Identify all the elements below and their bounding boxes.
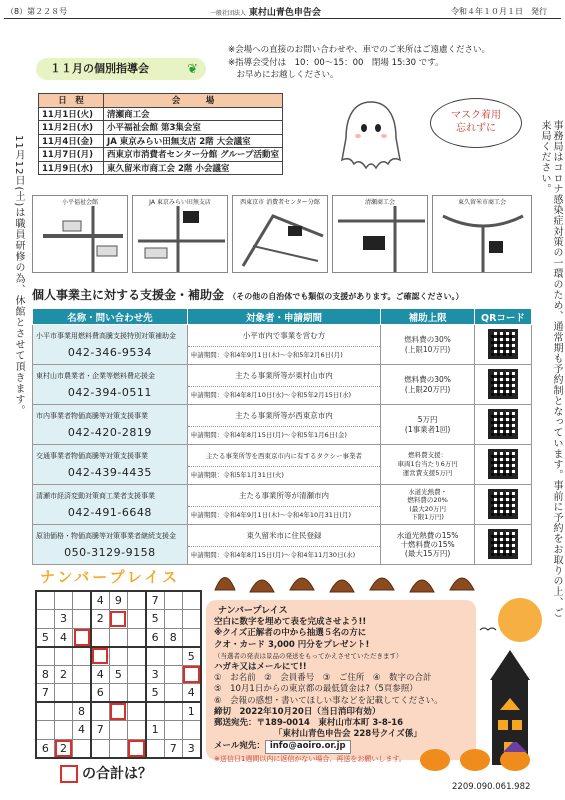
table-row: 11月4日(金) JA 東京みらい田無支店 2階 大会議室 — [39, 134, 283, 148]
table-row: 清瀬市経済変動対策商工業者支援事業 042-491-6648 主たる事業所等が清瀬市内 申請期間：令和4年9月1日(木)～令和4年10月31日(月) 水道光熱費・ 燃料費の20% (最大20万円 下限1万円) — [33, 485, 532, 525]
grid-cell[interactable] — [164, 721, 182, 740]
support-title: 個人事業主に対する支援金・補助金 （その他の自治体でも類似の支援があります。ご確認ください。） — [32, 288, 464, 302]
grid-row — [36, 739, 201, 758]
grid-cell[interactable] — [91, 647, 109, 666]
grid-cell[interactable]: 4 — [54, 628, 72, 647]
grid-cell[interactable] — [182, 665, 200, 684]
grid-cell[interactable] — [91, 628, 109, 647]
grid-cell[interactable]: 5 — [146, 610, 164, 629]
grid-cell[interactable] — [73, 739, 91, 758]
col-name: 名称・問い合わせ先 — [33, 309, 188, 325]
grid-cell[interactable] — [164, 684, 182, 703]
qr-code-icon[interactable] — [488, 449, 518, 479]
grid-cell[interactable]: 7 — [146, 591, 164, 610]
grid-cell[interactable]: 3 — [54, 610, 72, 629]
grid-cell[interactable] — [164, 702, 182, 721]
grid-cell[interactable] — [164, 591, 182, 610]
grid-row — [36, 610, 201, 629]
col-limit: 補助上限 — [381, 309, 475, 325]
grid-cell[interactable] — [109, 684, 127, 703]
map-ja-tanashi: JA 東京みらい田無支店 — [132, 195, 228, 273]
quiz-box: ナンバープレイス 空白に数字を埋めて表を完成させよう!! ※クイズ正解者の中から抽選５名の方に クオ・カード 3,000 円分をプレゼント! （当選者の発表は景品の発送をもってかえさせていただきます） ハガキ又はメールにて!! ① お名前 ② 会員番号 ③ ご住所 ④ 数字の合計 ⑤ 10月1日からの東京都の最低賃金は?（5頁参照） ⑥ 会報の感想・書いてほしい事などを記載してください。 締切 2022年10月20日（当日消印有効） 郵送宛先：〒189-0014 東村山市本町 3-8-16 「東村山青色申告会 228号クイズ係」 メール宛先： info@aoiro.or.jp ※送信日1週間以内に返信がない場合、再送をお願いします。 — [206, 600, 476, 760]
guidance-title: １１月の個別指導会 ❦ — [36, 58, 206, 80]
number-place-grid — [35, 590, 202, 759]
grid-cell[interactable]: 4 — [91, 665, 109, 684]
grid-cell[interactable] — [146, 702, 164, 721]
mask-reminder-bubble: マスク着用 忘れずに — [430, 98, 522, 148]
table-row: 11月1日(火) 清瀬商工会 — [39, 107, 283, 121]
grid-row — [36, 647, 201, 666]
grid-cell[interactable] — [182, 610, 200, 629]
grid-row — [36, 665, 201, 684]
grid-cell[interactable] — [109, 628, 127, 647]
grid-cell[interactable] — [91, 739, 109, 758]
sum-question: の合計は？ — [60, 763, 152, 783]
grid-cell[interactable] — [109, 721, 127, 740]
pumpkin-icon — [415, 742, 545, 772]
grid-cell[interactable]: 1 — [182, 702, 200, 721]
sprout-icon: ❦ — [187, 62, 198, 77]
grid-cell[interactable] — [127, 647, 145, 666]
grid-cell[interactable]: 4 — [182, 684, 200, 703]
grid-cell[interactable]: 4 — [91, 591, 109, 610]
reservation-notice: 事務局はコロナ感染症対策の一環のため、通常期も予約制となっています。事前に予約をお取りの上、ご来局ください。 — [539, 120, 562, 619]
col-venue: 会 場 — [104, 94, 283, 108]
guidance-schedule-table — [38, 93, 283, 175]
grid-cell[interactable]: 8 — [164, 628, 182, 647]
table-row: 東村山市農業者・企業等燃料費応援金 042-394-0511 主たる事業所等が東村山市内 申請期間：令和4年8月10日(水)～令和5年2月15日(水) 燃料費の30% (上限20万円) — [33, 365, 532, 405]
grid-cell[interactable] — [127, 665, 145, 684]
grid-cell[interactable] — [127, 739, 145, 758]
venue-maps — [32, 195, 532, 273]
grid-cell[interactable]: 8 — [36, 665, 54, 684]
qr-code-icon[interactable] — [488, 489, 518, 519]
grid-cell[interactable]: 5 — [146, 684, 164, 703]
grid-cell[interactable] — [127, 591, 145, 610]
grid-cell[interactable] — [36, 591, 54, 610]
grid-cell[interactable] — [36, 647, 54, 666]
chestnut-decoration — [205, 560, 505, 600]
grid-cell[interactable] — [109, 702, 127, 721]
grid-row — [36, 684, 201, 703]
grid-cell[interactable]: 5 — [182, 647, 200, 666]
grid-cell[interactable] — [54, 591, 72, 610]
grid-cell[interactable] — [182, 721, 200, 740]
ghost-illustration — [340, 98, 402, 178]
grid-cell[interactable] — [36, 610, 54, 629]
qr-code-icon[interactable] — [488, 329, 518, 359]
table-row: 11月7日(月) 西東京市消費者センター分館 グループ活動室 — [39, 148, 283, 162]
grid-cell[interactable] — [182, 591, 200, 610]
grid-cell[interactable]: 6 — [36, 739, 54, 758]
grid-cell[interactable] — [54, 721, 72, 740]
number-place-title: ナンバープレイス — [40, 568, 180, 586]
table-row: 11月9日(水) 東久留米市商工会 2階 小会議室 — [39, 161, 283, 175]
grid-cell[interactable] — [127, 684, 145, 703]
grid-cell[interactable] — [164, 647, 182, 666]
grid-cell[interactable]: 7 — [91, 721, 109, 740]
grid-cell[interactable] — [54, 702, 72, 721]
grid-cell[interactable] — [164, 665, 182, 684]
grid-cell[interactable] — [127, 628, 145, 647]
grid-cell[interactable]: 3 — [182, 739, 200, 758]
grid-cell[interactable] — [109, 610, 127, 629]
table-row: 11月2日(水) 小平福祉会館 第3集会室 — [39, 121, 283, 135]
grid-cell[interactable] — [54, 684, 72, 703]
qr-code-icon[interactable] — [488, 409, 518, 439]
grid-row — [36, 702, 201, 721]
map-kiyose: 清瀬商工会 — [332, 195, 428, 273]
support-table — [32, 308, 532, 565]
header-divider — [4, 18, 561, 19]
grid-cell[interactable] — [164, 610, 182, 629]
grid-cell[interactable] — [146, 739, 164, 758]
quiz-email[interactable]: info@aoiro.or.jp — [265, 740, 351, 753]
grid-cell[interactable] — [127, 702, 145, 721]
grid-cell[interactable] — [109, 739, 127, 758]
quiz-title: ナンバープレイス — [218, 606, 288, 616]
grid-cell[interactable]: 1 — [146, 721, 164, 740]
grid-cell[interactable]: 7 — [164, 739, 182, 758]
grid-cell[interactable]: 5 — [109, 665, 127, 684]
col-qr: QRコード — [474, 309, 531, 325]
grid-cell[interactable] — [91, 702, 109, 721]
grid-cell[interactable]: 7 — [36, 684, 54, 703]
table-row: 原油価格・物価高騰等対策事業者継続支援金 050-3129-9158 東久留米市に住民登録 申請期間：令和4年8月15日(月)～令和4年11月30日(水) 水道光熱費の15% 十燃料費の15% (最大15万円) — [33, 525, 532, 565]
publisher: 一般社団法人 東村山青色申告会 — [210, 8, 321, 18]
grid-row — [36, 628, 201, 647]
guidance-notice: ※会場への直接のお問い合わせや、車でのご来所はご遠慮ください。 ※指導会受付は 10：00～15：00 閉場 15:30 です。 お早めにお越しください。 — [228, 45, 490, 80]
qr-code-icon[interactable] — [488, 369, 518, 399]
grid-cell[interactable] — [54, 647, 72, 666]
grid-cell[interactable]: 6 — [146, 628, 164, 647]
issue-number: （8）第２２８号 — [6, 7, 68, 16]
grid-cell[interactable] — [127, 721, 145, 740]
grid-cell[interactable] — [36, 702, 54, 721]
grid-cell[interactable] — [109, 647, 127, 666]
grid-cell[interactable]: 2 — [54, 739, 72, 758]
table-row: 市内事業者物価高騰等対策支援事業 042-420-2819 主たる事業所等が西東京市内 申請期間：令和4年8月15日(月)～令和5年1月6日(金) 5万円 (1事業者1回) — [33, 405, 532, 445]
table-row: 小平市事業用燃料費高騰支援特別対策補助金 042-346-9534 小平市内で事業を営む方 申請期間：令和4年9月1日(木)～令和5年2月6日(月) 燃料費の30% (上限10万円) — [33, 325, 532, 365]
grid-cell[interactable]: 9 — [109, 591, 127, 610]
grid-cell[interactable]: 2 — [91, 610, 109, 629]
grid-cell[interactable] — [73, 684, 91, 703]
closure-notice: 11月12日(土)は職員研修の為、休館とさせて頂きます。 — [13, 135, 24, 417]
grid-row — [36, 591, 201, 610]
map-nishitokyo: 西東京市 消費者センター分館 — [232, 195, 328, 273]
grid-cell[interactable] — [73, 665, 91, 684]
grid-cell[interactable] — [36, 721, 54, 740]
grid-cell[interactable]: 6 — [91, 684, 109, 703]
grid-cell[interactable] — [182, 628, 200, 647]
grid-row — [36, 721, 201, 740]
red-square-icon — [60, 765, 78, 783]
grid-cell[interactable] — [146, 647, 164, 666]
grid-cell[interactable] — [73, 610, 91, 629]
grid-cell[interactable] — [127, 610, 145, 629]
footer-code: 2209.090.061.982 — [452, 782, 531, 792]
col-target: 対象者・申請期間 — [187, 309, 380, 325]
col-date: 日 程 — [39, 94, 104, 108]
qr-code-icon[interactable] — [488, 529, 518, 559]
grid-cell[interactable]: 2 — [54, 665, 72, 684]
grid-cell[interactable] — [73, 591, 91, 610]
map-kodaira: 小平福祉会館 — [32, 195, 128, 273]
grid-cell[interactable] — [73, 647, 91, 666]
grid-cell[interactable]: 3 — [146, 665, 164, 684]
map-higashikurume: 東久留米市商工会 — [432, 195, 532, 273]
grid-cell[interactable]: 5 — [36, 628, 54, 647]
grid-cell[interactable]: 8 — [73, 702, 91, 721]
table-row: 交通事業者物価高騰等対策支援事業 042-439-4435 主たる事業所等を西東京市内に有するタクシー事業者 申請期限：令和5年1月31日(火) 燃料費支援： 車両1台当たり6万円 運営費支援5万円 — [33, 445, 532, 485]
publish-date: 令和４年１０月１日 発行 — [451, 7, 547, 16]
grid-cell[interactable] — [73, 628, 91, 647]
grid-cell[interactable]: 4 — [73, 721, 91, 740]
